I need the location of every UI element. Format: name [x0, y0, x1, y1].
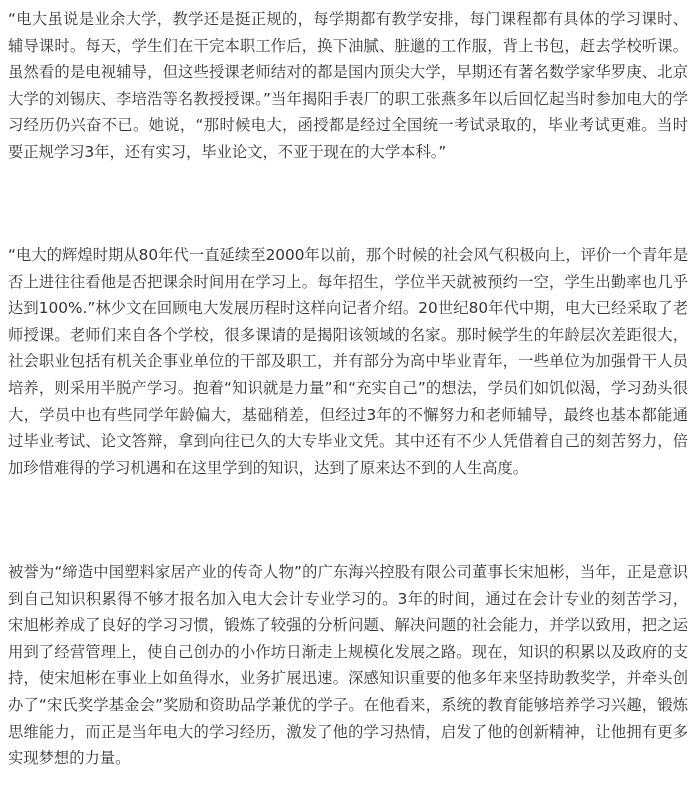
- paragraph-3: 被誉为“缔造中国塑料家居产业的传奇人物”的广东海兴控股有限公司董事长宋旭彬，当年，正是意识到自己知识积累得不够才报名加入电大会计专业学习的。3年的时间，通过在会计专业的刻苦学习，宋旭彬养成了良好的学习习惯，锻炼了较强的分析问题、解决问题的社会能力，并学以致用，把之运用到了经营管理上，使自己创办的小作坊日渐走上规模化发展之路。现在，知识的积累以及政府的支持，使宋旭彬在事业上如鱼得水，业务扩展迅速。深感知识重要的他多年来坚持助教奖学，并牵头创办了“宋氏奖学基金会”奖励和资助品学兼优的学子。在他看来，系统的教育能够培养学习兴趣，锻炼思维能力，而正是当年电大的学习经历，激发了他的学习热情，启发了他的创新精神，让他拥有更多实现梦想的力量。: [8, 563, 688, 768]
- paragraph-1: “电大虽说是业余大学，教学还是挺正规的，每学期都有教学安排，每门课程都有具体的学习课时、辅导课时。每天，学生们在干完本职工作后，换下油腻、脏邋的工作服，背上书包，赶去学校听课。虽然看的是电视辅导，但这些授课老师结对的都是国内顶尖大学，早期还有著名数学家华罗庚、北京大学的刘锡庆、李培浩等名教授授课。”当年揭阳手表厂的职工张燕多年以后回忆起当时参加电大的学习经历仍兴奋不已。她说，“那时候电大，函授都是经过全国统一考试录取的，毕业考试更难。当时要正规学习3年，还有实习，毕业论文，不亚于现在的大学本科。”: [8, 10, 688, 161]
- paragraph-2: “电大的辉煌时期从80年代一直延续至2000年以前，那个时候的社会风气积极向上，评价一个青年是否上进往往看他是否把课余时间用在学习上。每年招生，学位半天就被预约一空，学生出勤率也几乎达到100%.”林少文在回顾电大发展历程时这样向记者介绍。20世纪80年代中期，电大已经采取了老师授课。老师们来自各个学校，很多课请的是揭阳该领域的名家。那时候学生的年龄层次差距很大，社会职业包括有机关企事业单位的干部及职工，并有部分为高中毕业青年，一些单位为加强骨干人员培养，则采用半脱产学习。抱着“知识就是力量”和“充实自己”的想法，学员们如饥似渴，学习劲头很大，学员中也有些同学年龄偏大，基础稍差，但经过3年的不懈努力和老师辅导，最终也基本都能通过毕业考试、论文答辩，拿到向往已久的大专毕业文凭。其中还有不少人凭借着自己的刻苦努力，倍加珍惜难得的学习机遇和在这里学到的知识，达到了原来达不到的人生高度。: [8, 246, 688, 477]
